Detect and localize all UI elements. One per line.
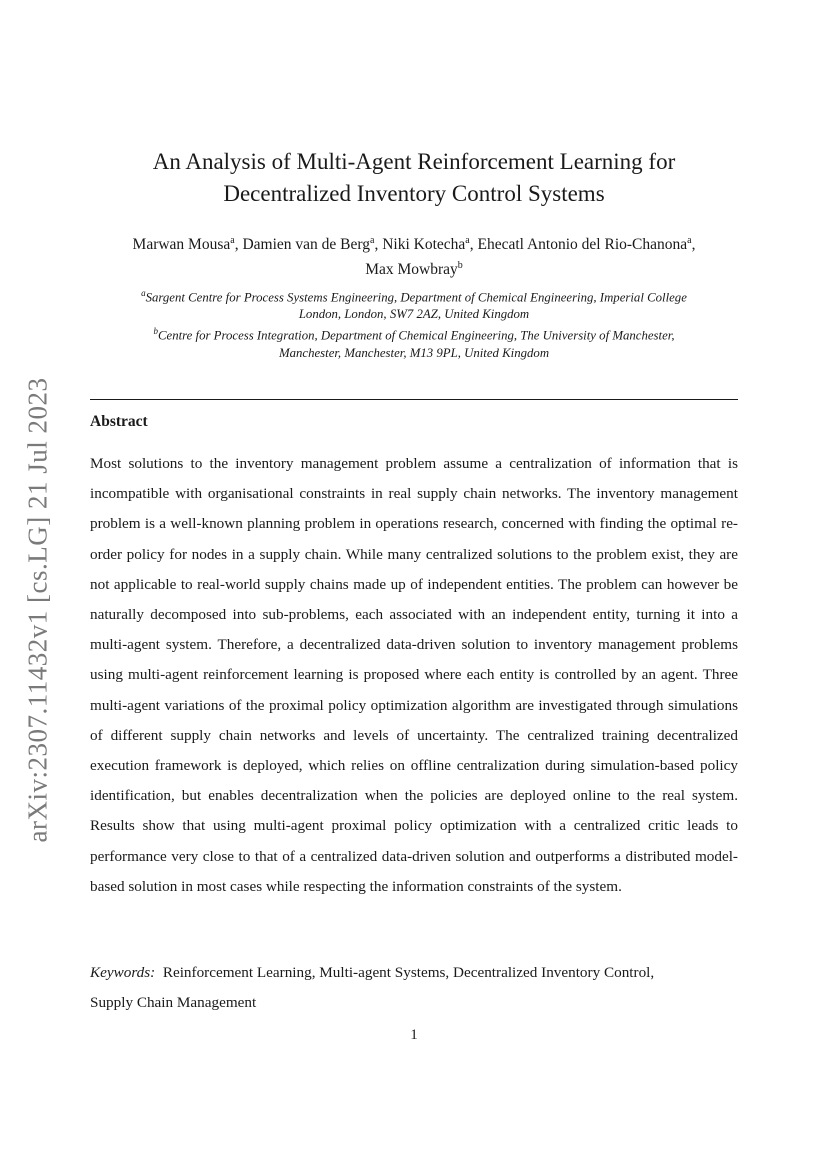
author-affil-marker: a xyxy=(370,235,375,246)
author-affil-marker: b xyxy=(457,260,463,272)
author-name: Ehecatl Antonio del Rio-Chanona xyxy=(477,236,688,254)
affiliation-line: Centre for Process Integration, Department of Chemical Engineering, The University of Manchester, xyxy=(157,328,675,343)
title-line-1: An Analysis of Multi-Agent Reinforcement Learning for xyxy=(152,149,676,174)
abstract-heading: Abstract xyxy=(90,413,148,430)
affiliation-a xyxy=(90,285,738,323)
affiliation-line: Manchester, Manchester, M13 9PL, United Kingdom xyxy=(278,345,550,360)
arxiv-identifier-stamp: arXiv:2307.11432v1 [cs.LG] 21 Jul 2023 xyxy=(22,377,53,843)
affiliation-b xyxy=(90,323,738,361)
keywords-text: Reinforcement Learning, Multi-agent Systems, Decentralized Inventory Control, Supply Chain Management xyxy=(90,964,655,1011)
author-list: Marwan Mousa$^a$, Damien van de Berg$^a$, Niki Kotecha$^a$, Ehecatl Antonio del Rio-Chanona$^a$, Max Mowbray$^b$ xyxy=(132,235,696,279)
keywords-label: Keywords: xyxy=(90,964,156,981)
author-affil-marker: a xyxy=(687,235,692,246)
affiliation-marker: b xyxy=(153,326,158,337)
affiliation-line: London, London, SW7 2AZ, United Kingdom xyxy=(298,307,530,322)
title-line-2: Decentralized Inventory Control Systems xyxy=(223,181,605,206)
author-name: Niki Kotecha xyxy=(382,236,466,254)
author-name: Damien van de Berg xyxy=(242,236,371,254)
page-number: 1 xyxy=(410,1027,418,1043)
affiliation-line: Sargent Centre for Process Systems Engineering, Department of Chemical Engineering, Imperial College xyxy=(145,290,687,305)
affiliation-list xyxy=(90,285,738,362)
author-name: Marwan Mousa xyxy=(132,236,231,254)
abstract-text: Most solutions to the inventory management problem assume a centralization of information that is incompatible with organisational constraints in real supply chain networks. The inventory management problem is a well-known planning problem in operations research, concerned with finding the optimal re-order policy for nodes in a supply chain. While many centralized solutions to the problem exist, they are not applicable to real-world supply chains made up of independent entities. The problem can however be naturally decomposed into sub-problems, each associated with an independent entity, turning it into a multi-agent system. Therefore, a decentralized data-driven solution to inventory management problems using multi-agent reinforcement learning is proposed where each entity is controlled by an agent. Three multi-agent variations of the proximal policy optimization algorithm are investigated through simulations of different supply chain networks and levels of uncertainty. The centralized training decentralized execution framework is deployed, which relies on offline centralization during simulation-based policy identification, but enables decentralization when the policies are deployed online to the real system. Results show that using multi-agent proximal policy optimization with a centralized critic leads to performance very close to that of a centralized data-driven solution and outperforms a distributed model-based solution in most cases while respecting the information constraints of the system. xyxy=(90,455,738,895)
paper-title xyxy=(90,146,738,210)
keywords xyxy=(90,958,690,1018)
author-affil-marker: a xyxy=(230,235,235,246)
affiliation-marker: a xyxy=(141,288,146,298)
author-affil-marker: a xyxy=(465,235,470,246)
author-name: Max Mowbray xyxy=(365,261,458,279)
section-divider xyxy=(90,399,738,400)
